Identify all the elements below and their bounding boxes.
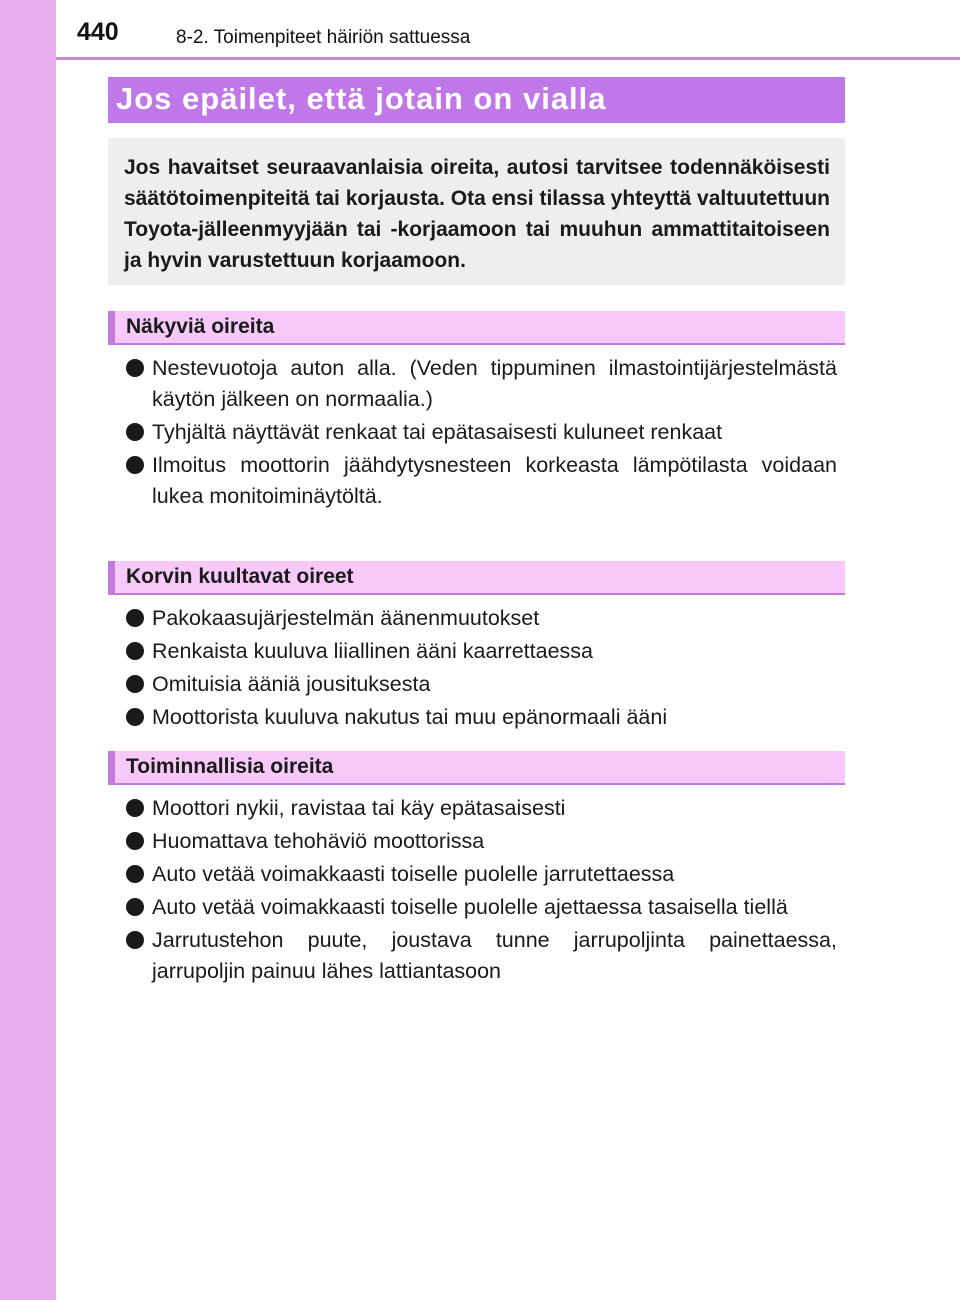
bullet-icon: [126, 609, 144, 627]
subheading-label: Toiminnallisia oireita: [126, 755, 334, 778]
header-rule: [56, 57, 960, 60]
list-item: Jarrutustehon puute, joustava tunne jarrupoljinta painettaessa, jarrupoljin painuu lähes lattiantasoon: [125, 925, 837, 987]
page-number: 440: [77, 18, 119, 46]
bullet-icon: [126, 642, 144, 660]
bullet-icon: [126, 708, 144, 726]
page-title: Jos epäilet, että jotain on vialla: [116, 81, 607, 116]
bullet-icon: [126, 865, 144, 883]
bullet-icon: [126, 832, 144, 850]
list-item: Omituisia ääniä jousituksesta: [125, 669, 837, 700]
subheading-audible-symptoms: [108, 561, 845, 595]
visible-symptoms-list: [125, 353, 837, 514]
list-item: Ilmoitus moottorin jäähdytysnesteen korkeasta lämpötilasta voidaan lukea monitoiminäytöltä.: [125, 450, 837, 512]
intro-box: [108, 138, 845, 285]
list-item: Huomattava tehohäviö moottorissa: [125, 826, 837, 857]
list-item: Pakokaasujärjestelmän äänenmuutokset: [125, 603, 837, 634]
side-tab-band: [0, 0, 56, 1300]
bullet-icon: [126, 675, 144, 693]
list-item: Moottorista kuuluva nakutus tai muu epänormaali ääni: [125, 702, 837, 733]
bullet-icon: [126, 423, 144, 441]
list-item: Renkaista kuuluva liiallinen ääni kaarrettaessa: [125, 636, 837, 667]
list-item: Tyhjältä näyttävät renkaat tai epätasaisesti kuluneet renkaat: [125, 417, 837, 448]
bullet-icon: [126, 799, 144, 817]
list-item: Auto vetää voimakkaasti toiselle puolelle jarrutettaessa: [125, 859, 837, 890]
bullet-icon: [126, 359, 144, 377]
bullet-icon: [126, 931, 144, 949]
list-item: Moottori nykii, ravistaa tai käy epätasaisesti: [125, 793, 837, 824]
running-header: 8-2. Toimenpiteet häiriön sattuessa: [176, 27, 471, 48]
audible-symptoms-list: [125, 603, 837, 735]
bullet-icon: [126, 898, 144, 916]
intro-text: Jos havaitset seuraavanlaisia oireita, autosi tarvitsee todennäköisesti säätötoimenpiteitä tai korjausta. Ota ensi tilassa yhteyttä valtuutettuun Toyota-jälleenmyyjään tai -korjaamoon tai muuhun ammattitaitoiseen ja hyvin varustettuun korjaamoon.: [124, 156, 831, 272]
subheading-visible-symptoms: [108, 311, 845, 345]
list-item: Auto vetää voimakkaasti toiselle puolelle ajettaessa tasaisella tiellä: [125, 892, 837, 923]
subheading-label: Näkyviä oireita: [126, 315, 275, 338]
subheading-functional-symptoms: [108, 751, 845, 785]
subheading-label: Korvin kuultavat oireet: [126, 565, 354, 588]
functional-symptoms-list: [125, 793, 837, 989]
bullet-icon: [126, 456, 144, 474]
list-item: Nestevuotoja auton alla. (Veden tippuminen ilmastointijärjestelmästä käytön jälkeen on normaalia.): [125, 353, 837, 415]
page-title-bar: [108, 77, 845, 123]
